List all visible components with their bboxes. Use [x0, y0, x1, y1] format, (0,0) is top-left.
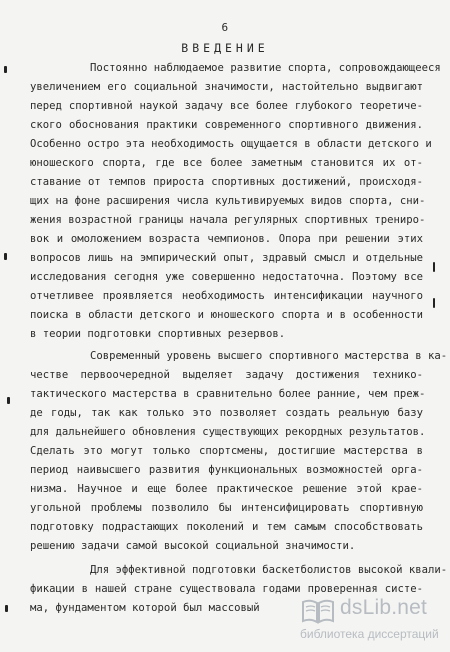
text-line: щих на фоне расширения числа культивируемых видов спорта, сни- [30, 195, 426, 207]
margin-mark [4, 66, 7, 73]
text-line: юношеского спорта, где все более заметным становится их от- [30, 157, 423, 169]
text-line: вопросов лишь на эмпирический опыт, здравый смысл и отдельные [30, 252, 423, 264]
watermark [300, 596, 448, 648]
text-line: Для эффективной подготовки баскетболистов высокой квали- [90, 564, 448, 576]
text-line: для дальнейшего обновления существующих рекордных результатов. [30, 426, 426, 438]
page-number: 6 [221, 21, 229, 34]
text-line: Сделать это могут только спортсмены, достигшие мастерства в [30, 445, 423, 457]
margin-mark [7, 397, 10, 404]
margin-mark [5, 605, 8, 612]
watermark-title: dsLib.net [340, 596, 428, 619]
text-line: исследования сегодня уже совершенно недостаточна. Поэтому все [30, 271, 423, 283]
text-line: ставание от темпов прироста спортивных достижений, происходя- [30, 176, 423, 188]
text-line: угольной проблемы позволило бы интенсифицировать спортивную [30, 502, 423, 514]
margin-mark [433, 262, 435, 272]
text-line: жения возрастной границы начала регулярных спортивных трениро- [30, 214, 426, 226]
text-line: Особенно остро эта необходимость ощущается в области детского и [30, 138, 432, 150]
text-line: Постоянно наблюдаемое развитие спорта, сопровождающееся [90, 62, 441, 74]
text-line: в теории подготовки спортивных резервов. [30, 328, 286, 340]
watermark-subtitle: библиотека диссертаций [300, 627, 439, 641]
text-line: поиска в области детского и юношеского спорта и в особенности [30, 309, 423, 321]
margin-mark [4, 253, 7, 260]
text-line: увеличением его социальной значимости, настойтельно выдвигают [30, 81, 423, 93]
book-logo-icon [301, 598, 335, 624]
text-line: фикации в нашей стране существовала годами проверенная систе- [30, 583, 423, 595]
text-line: де годы, так как только это позволяет создать реальную базу [30, 407, 423, 419]
text-line: Современный уровень высшего спортивного мастерства в ка- [90, 350, 448, 362]
section-heading: ВВЕДЕНИЕ [181, 41, 269, 55]
text-line: период наивысшего развития функциональных возможностей орга- [30, 464, 423, 476]
text-line: решению задачи самой высокой социальной значимости. [30, 540, 356, 552]
text-line: честве первоочередной выделяет задачу достижения технико- [30, 369, 423, 381]
text-line: подготовку подрастающих поколений и тем самым способствовать [30, 521, 423, 533]
text-line: перед спортивной наукой задачу все более глубокого теоретиче- [30, 100, 423, 112]
text-line: ского обоснования практики современного спортивного движения. [30, 119, 423, 131]
text-line: низма. Научное и еще более практическое решение этой крае- [30, 483, 423, 495]
text-line: отчетливее проявляется необходимость интенсификации научного [30, 290, 423, 302]
text-line: тактического мастерства в сравнительно более ранние, чем преж- [30, 388, 426, 400]
text-line: вок и омоложением возраста чемпионов. Опора при решении этих [30, 233, 423, 245]
margin-mark [433, 298, 435, 308]
text-line: ма, фундаментом которой был массовый [30, 602, 260, 614]
